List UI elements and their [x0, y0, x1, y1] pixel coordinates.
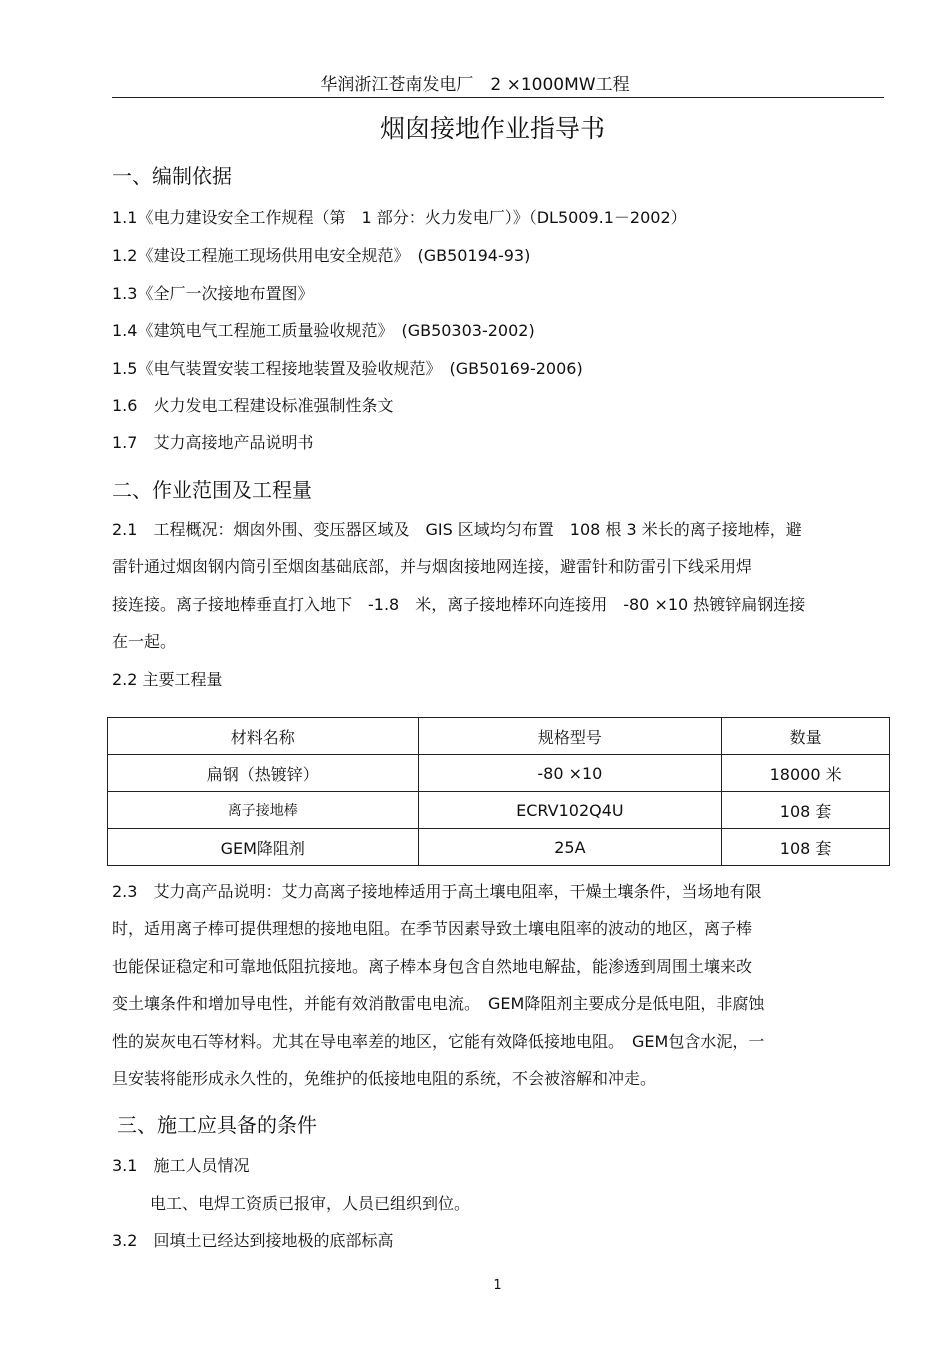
product-line: 旦安装将能形成永久性的，免维护的低接地电阻的系统，不会被溶解和冲走。 [112, 1069, 657, 1088]
page-number: 1 [493, 1278, 502, 1293]
table-cell: -80 ×10 [418, 755, 722, 792]
personnel-heading: 3.1 施工人员情况 [112, 1156, 250, 1175]
table-header-cell: 数量 [722, 718, 890, 755]
personnel-text: 电工、电焊工资质已报审，人员已组织到位。 [150, 1194, 471, 1213]
overview-line: 接连接。离子接地棒垂直打入地下 -1.8 米，离子接地棒环向连接用 -80 ×10 热镀锌扁钢连接 [112, 595, 806, 614]
quantities-heading: 2.2 主要工程量 [112, 670, 223, 689]
section-1-heading: 一、编制依据 [112, 164, 232, 188]
document-title: 烟囱接地作业指导书 [379, 114, 605, 143]
page-header: 华润浙江苍南发电厂 2 ×1000MW工程 [320, 75, 630, 95]
table-cell: 25A [418, 829, 722, 866]
table-cell: 108 套 [722, 792, 890, 829]
basis-item: 1.7 艾力高接地产品说明书 [112, 433, 314, 452]
overview-line: 2.1 工程概况：烟囱外围、变压器区域及 GIS 区域均匀布置 108 根 3 米长的离子接地棒，避 [112, 520, 802, 539]
basis-item: 1.4《建筑电气工程施工质量验收规范》 (GB50303-2002) [112, 321, 535, 340]
product-line: 时，适用离子棒可提供理想的接地电阻。在季节因素导致土壤电阻率的波动的地区，离子棒 [112, 919, 753, 938]
product-line: 2.3 艾力高产品说明：艾力高离子接地棒适用于高土壤电阻率，干燥土壤条件，当场地有限 [112, 882, 762, 901]
table-cell: ECRV102Q4U [418, 792, 722, 829]
overview-line: 雷针通过烟囱钢内筒引至烟囱基础底部，并与烟囱接地网连接，避雷针和防雷引下线采用焊 [112, 557, 753, 576]
table-cell: 离子接地棒 [108, 792, 419, 829]
table-row [108, 792, 890, 829]
table-header-row [108, 718, 890, 755]
section-2-heading: 二、作业范围及工程量 [112, 478, 312, 502]
basis-item: 1.6 火力发电工程建设标准强制性条文 [112, 396, 394, 415]
section-3-heading: 三、施工应具备的条件 [117, 1113, 317, 1137]
table-row [108, 829, 890, 866]
header-rule [112, 97, 884, 98]
table-cell: 108 套 [722, 829, 890, 866]
table-header-cell: 规格型号 [418, 718, 722, 755]
product-line: 也能保证稳定和可靠地低阻抗接地。离子棒本身包含自然地电解盐，能渗透到周围土壤来改 [112, 957, 753, 976]
basis-item: 1.5《电气装置安装工程接地装置及验收规范》 (GB50169-2006) [112, 359, 583, 378]
backfill-heading: 3.2 回填土已经达到接地极的底部标高 [112, 1231, 394, 1250]
materials-table [107, 717, 890, 866]
table-cell: 扁钢（热镀锌） [108, 755, 419, 792]
table-header-cell: 材料名称 [108, 718, 419, 755]
product-line: 变土壤条件和增加导电性，并能有效消散雷电电流。 GEM降阻剂主要成分是低电阻，非腐蚀 [112, 994, 765, 1013]
overview-line: 在一起。 [112, 632, 177, 651]
product-line: 性的炭灰电石等材料。尤其在导电率差的地区，它能有效降低接地电阻。 GEM包含水泥，一 [112, 1032, 765, 1051]
table-row [108, 755, 890, 792]
table-cell: GEM降阻剂 [108, 829, 419, 866]
basis-item: 1.1《电力建设安全工作规程（第 1 部分：火力发电厂）》（DL5009.1－2002） [112, 208, 687, 227]
basis-item: 1.3《全厂一次接地布置图》 [112, 284, 314, 303]
basis-item: 1.2《建设工程施工现场供用电安全规范》 (GB50194-93) [112, 246, 531, 265]
table-cell: 18000 米 [722, 755, 890, 792]
